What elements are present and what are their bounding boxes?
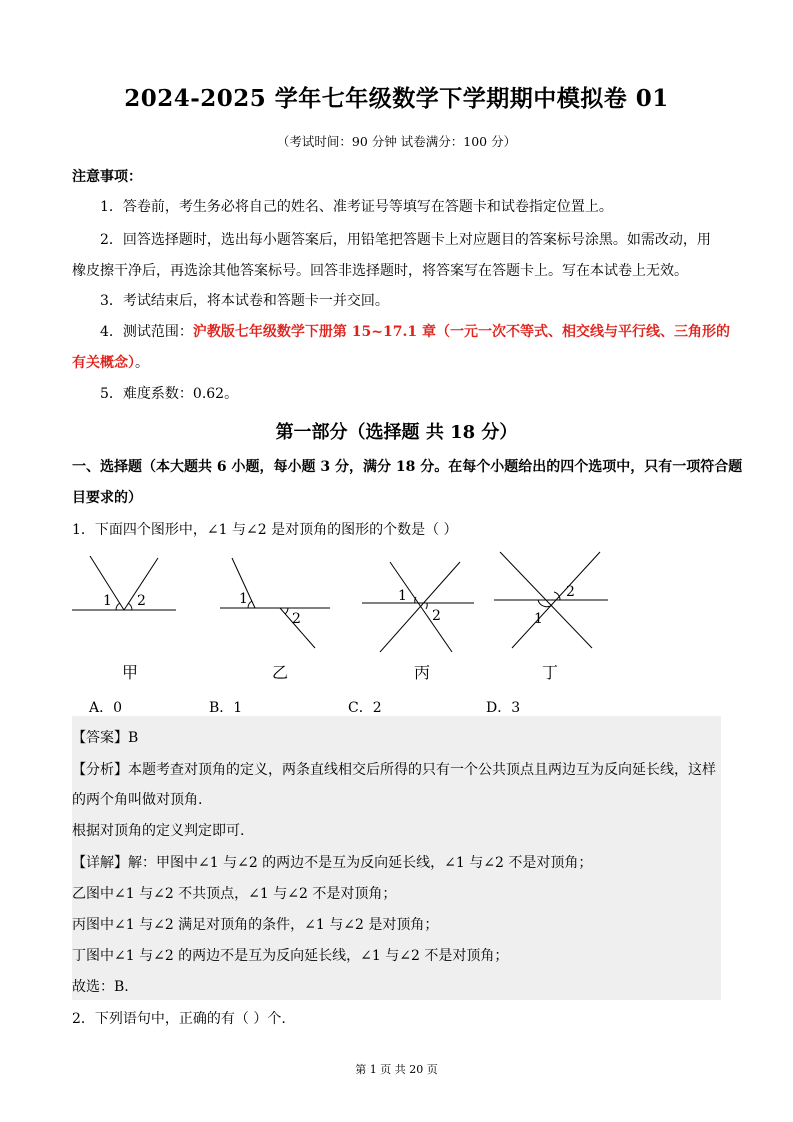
figure-yi-label: 乙 xyxy=(271,663,288,682)
figure-yi xyxy=(220,556,335,651)
notice-item-5: 5．难度系数：0.62。 xyxy=(100,386,239,402)
notice-item-4 xyxy=(100,321,730,341)
part-heading-line-2: 目要求的） xyxy=(72,490,142,506)
solution-analysis-line-2: 的两个角叫做对顶角. xyxy=(72,792,203,808)
notice-item-4-prefix: 4．测试范围： xyxy=(100,324,193,340)
solution-detail-line-4: 丁图中∠1 与∠2 的两边不是互为反向延长线，∠1 与∠2 不是对顶角； xyxy=(72,948,509,964)
notice-item-1: 1．答卷前，考生务必将自己的姓名、准考证号等填写在答题卡和试卷指定位置上。 xyxy=(100,199,613,215)
test-range-line-2: 有关概念） xyxy=(72,355,135,371)
solution-detail-line-5: 故选：B. xyxy=(72,979,129,995)
figure-ding-angle-2-label: 2 xyxy=(566,584,575,600)
figure-jia-angle-2-label: 2 xyxy=(137,593,146,609)
figure-jia-diagram xyxy=(72,552,182,632)
figure-ding-diagram xyxy=(492,548,612,653)
page-title: 2024-2025 学年七年级数学下学期期中模拟卷 01 xyxy=(124,85,669,112)
figure-jia-label: 甲 xyxy=(121,663,138,682)
figure-bing-angle-1-label: 1 xyxy=(398,588,407,604)
solution-answer: 【答案】B xyxy=(72,730,139,746)
notice-item-2-line-1: 2．回答选择题时，选出每小题答案后，用铅笔把答题卡上对应题目的答案标号涂黑。如需改动，用 xyxy=(100,232,711,248)
figure-ding-angle-1-label: 1 xyxy=(534,611,543,627)
figure-jia-angle-1-label: 1 xyxy=(103,593,112,609)
exam-info: （考试时间：90 分钟 试卷满分：100 分） xyxy=(276,134,517,149)
figure-ding xyxy=(492,548,612,653)
option-c: C．2 xyxy=(348,700,382,716)
option-b: B．1 xyxy=(209,700,243,716)
solution-detail-line-2: 乙图中∠1 与∠2 不共顶点，∠1 与∠2 不是对顶角； xyxy=(72,886,397,902)
figure-bing-diagram xyxy=(362,560,477,655)
figure-bing-label: 丙 xyxy=(413,663,430,682)
part-heading-line-1: 一、选择题（本大题共 6 小题，每小题 3 分，满分 18 分。在每个小题给出的四个选项中，只有一项符合题 xyxy=(72,459,743,475)
notice-item-2-line-2: 橡皮擦干净后，再选涂其他答案标号。回答非选择题时，将答案写在答题卡上。写在本试卷上无效。 xyxy=(72,263,688,279)
section-title: 第一部分（选择题 共 18 分） xyxy=(275,422,518,443)
figure-bing xyxy=(362,560,477,655)
notice-item-4-suffix: 。 xyxy=(135,355,149,371)
figure-bing-angle-2-label: 2 xyxy=(432,608,441,624)
option-d: D．3 xyxy=(486,700,521,716)
figure-ding-label: 丁 xyxy=(541,663,558,682)
solution-detail-line-3: 丙图中∠1 与∠2 满足对顶角的条件，∠1 与∠2 是对顶角； xyxy=(72,917,439,933)
solution-analysis-line-3: 根据对顶角的定义判定即可. xyxy=(72,823,245,839)
notice-item-4-cont xyxy=(72,352,149,372)
figure-jia xyxy=(72,552,182,632)
notice-heading: 注意事项： xyxy=(72,169,142,185)
test-range-line-1: 沪教版七年级数学下册第 15~17.1 章（一元一次不等式、相交线与平行线、三角形的 xyxy=(192,324,730,340)
notice-item-3: 3．考试结束后，将本试卷和答题卡一并交回。 xyxy=(100,293,389,309)
question-1-stem: 1．下面四个图形中，∠1 与∠2 是对顶角的图形的个数是（ ） xyxy=(72,522,458,538)
figure-yi-angle-2-label: 2 xyxy=(292,611,301,627)
solution-detail-line-1: 【详解】解：甲图中∠1 与∠2 的两边不是互为反向延长线，∠1 与∠2 不是对顶角； xyxy=(72,855,593,871)
option-a: A．0 xyxy=(89,700,123,716)
question-2-stem: 2．下列语句中，正确的有（ ）个. xyxy=(72,1011,286,1027)
figure-yi-diagram xyxy=(220,556,335,651)
figure-yi-angle-1-label: 1 xyxy=(239,591,248,607)
solution-analysis-line-1: 【分析】本题考查对顶角的定义，两条直线相交后所得的只有一个公共顶点且两边互为反向延长线，这样 xyxy=(72,762,716,778)
page-footer: 第 1 页 共 20 页 xyxy=(355,1063,438,1076)
